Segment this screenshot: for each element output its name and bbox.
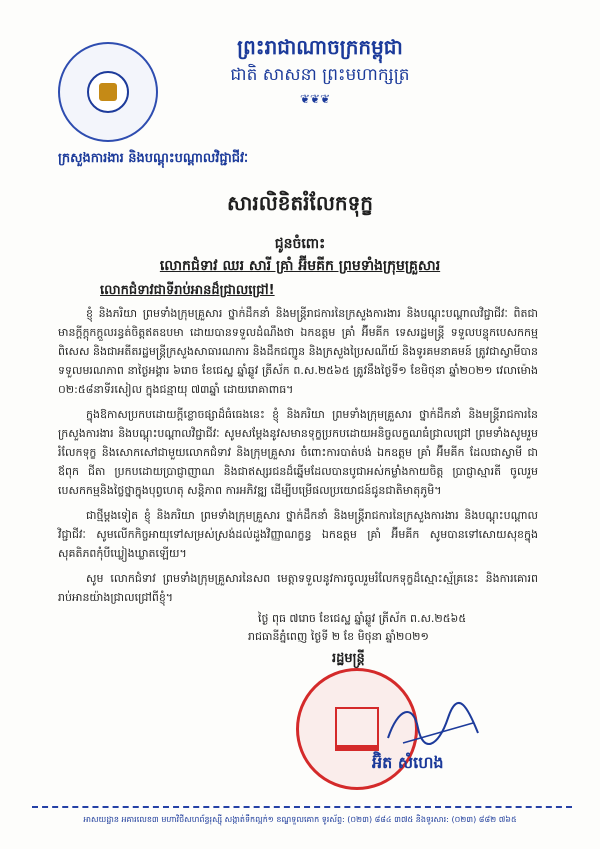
seal-temple-icon (335, 707, 379, 751)
salutation: លោកជំទាវជាទីរាប់អានដ៏ជ្រាលជ្រៅ! (100, 283, 275, 298)
body-paragraph-3: ជាថ្មីម្តងទៀត ខ្ញុំ និងភរិយា ព្រមទាំងក្រុមគ្រួសារ ថ្នាក់ដឹកនាំ និងមន្ត្រីរាជការនៃក្រសួងការងារ និងបណ្តុះបណ្តាលវិជ្ជាជីវៈ សូមលើកកិច្ចអាយុទៅសម្រស់ស្រង់ដល់ដួងវិញ្ញាណក្ខន្ធ ឯកឧត្តម គ្រាំ អ៊ីមគីក សូមបានទៅសោយសុខក្នុងសុគតិភពកុំបីឃ្លៀងឃ្លាតឡើយ។ (58, 509, 538, 560)
body-paragraph-1: ខ្ញុំ និងភរិយា ព្រមទាំងក្រុមគ្រួសារ ថ្នាក់ដឹកនាំ និងមន្ត្រីរាជការនៃក្រសួងការងារ និងបណ្តុះបណ្តាលវិជ្ជាជីវៈ ពិតជាមានក្តីក្តុកក្តួលរន្ធត់ចិត្តឥតឧបមា ដោយបានទទួលដំណឹងថា ឯកឧត្តម គ្រាំ អ៊ីមគីក ទេសរដ្ឋមន្ត្រី ទទួលបន្ទុកបេសកកម្មពិសេស និងជាអតីតរដ្ឋមន្ត្រីក្រសួងសាធារណការ និងដឹកជញ្ជូន និងក្រសួងប្រៃសណីយ៍ និងទូរគមនាគមន៍ ត្រូវជាស្វាមីបានទទួលមរណភាព នាថ្ងៃអង្គារ ៦រោច ខែជេស្ឋ ឆ្នាំឆ្លូវ ត្រីស័ក ព.ស.២៥៦៥ ត្រូវនឹងថ្ងៃទី១ ខែមិថុនា ឆ្នាំ២០២១ វេលាម៉ោង ០២:៥៨នាទីរសៀល ក្នុងជន្មាយុ ៧៣ឆ្នាំ ដោយរោគាពាធ។ (58, 307, 538, 396)
body-paragraph-2: ក្នុងឱកាសប្រកបដោយក្តីខ្លោចផ្សាដ៏ធំធេងនេះ ខ្ញុំ និងភរិយា ព្រមទាំងក្រុមគ្រួសារ ថ្នាក់ដឹកនាំ និងមន្ត្រីរាជការនៃក្រសួងការងារ និងបណ្តុះបណ្តាលវិជ្ជាជីវៈ សូមសម្តែងនូវសមានទុក្ខប្រកបដោយអនិច្ចលក្ខណធំជ្រាលជ្រៅ ព្រមទាំងសូមរួមរំលែកទុក្ខ និងសោកសៅជាមួយលោកជំទាវ និងក្រុមគ្រួសារ ចំពោះការបាត់បង់ ឯកឧត្តម គ្រាំ អ៊ីមគីក ដែលជាស្វាមី ជាឪពុក ជីតា ប្រកបដោយប្រាជ្ញាញាណ និងជាឥស្សរជនដ៏ឆ្នើមដែលបានបូជាអស់កម្លាំងកាយចិត្ត ប្រាជ្ញាស្មារតី ចូលរួមបេសកកម្មនិងថ្លៃថ្នាក្នុងបុព្វហេតុ សន្តិភាព ការអភិវឌ្ឍ ដើម្បីបម្រើផលប្រយោជន៍ជូនជាតិមាតុភូមិ។ (58, 408, 538, 497)
solar-date: រាជធានីភ្នំពេញ ថ្ងៃទី ២ ខែ មិថុនា ឆ្នាំ២០២១ (248, 630, 429, 643)
footer-address: អាសយដ្ឋាន អគារលេខ៣ មហាវិថីសហព័ន្ធរុស្ស៊ី សង្កាត់ទឹកល្អក់១ ខណ្ឌទួលគោក ទូរស័ព្ទ: (០២៣) ៨៨៤ ៣៧៥ និងទូរសារ: (០២៣) ៨៨២ ៧៦៥ (83, 815, 517, 824)
body-paragraph-4: សូម លោកជំទាវ ព្រមទាំងក្រុមគ្រួសារនៃសព មេត្តាទទួលនូវការចូលរួមរំលែកទុក្ខដ៏ស្មោះស្ម័គ្រនេះ និងការគោរពរាប់អានយ៉ាងជ្រាលជ្រៅពីខ្ញុំ។ (58, 572, 538, 604)
lunar-date: ថ្ងៃ ពុធ ៧រោច ខែជេស្ឋ ឆ្នាំឆ្លូវ ត្រីស័ក ព.ស.២៥៦៥ (258, 612, 467, 625)
ministry-name: ក្រសួងការងារ និងបណ្តុះបណ្តាលវិជ្ជាជីវៈ (58, 151, 249, 166)
logo-emblem (87, 71, 129, 113)
recipient-line: លោកជំទាវ ឈរ សារី គ្រាំ អ៊ីមគីក ព្រមទាំងក្រុមគ្រួសារ (159, 258, 441, 274)
kingdom-title: ព្រះរាជាណាចក្រកម្ពុជា (237, 35, 403, 59)
footer-divider (32, 806, 572, 808)
national-motto: ជាតិ សាសនា ព្រះមហាក្សត្រ (230, 65, 410, 85)
logo-bowl-icon (99, 83, 117, 101)
signer-name: អ៊ិត សំហេង (372, 753, 444, 772)
header-ornament-icon: ❦❦❦ (300, 92, 331, 106)
letter-body (58, 304, 538, 613)
signature-title: រដ្ឋមន្ត្រី (332, 651, 365, 666)
handwritten-signature (378, 688, 488, 758)
ministry-logo (58, 42, 158, 142)
letter-title: សារលិខិតរំលែកទុក្ខ (227, 191, 373, 215)
to-label: ជូនចំពោះ (274, 236, 326, 252)
